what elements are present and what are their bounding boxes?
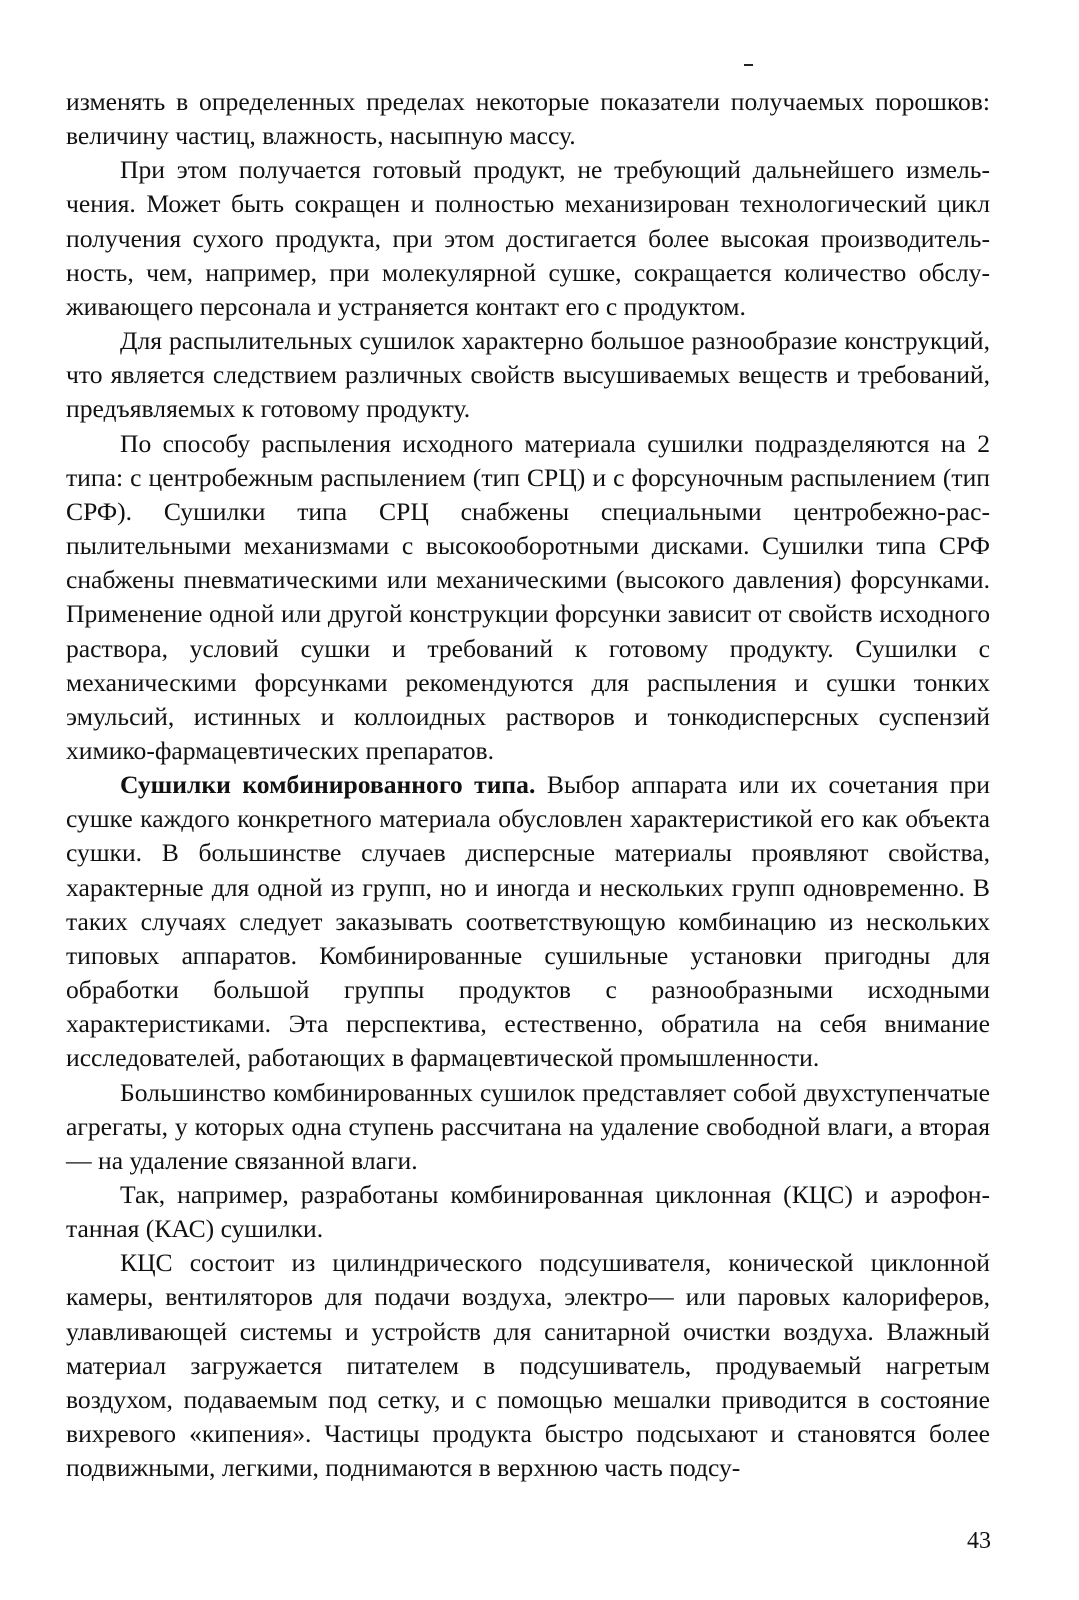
paragraph [66,153,990,324]
paragraph-text: Для распылительных сушилок характерно большое разнообразие конструкций, что является следствием различных свойств высушиваемых веществ и требований, предъявляемых к готовому продукту. [66,326,990,424]
section-run-in-heading: Сушилки комбинированного типа. [120,770,536,800]
body-text [66,85,990,1485]
paragraph [66,1178,990,1246]
paragraph-text: При этом получается готовый продукт, не требующий дальнейшего измельчения. Может быть сокращен и полностью механизирован технологический цикл получения сухого продукта, при этом достигается более высокая производительность, чем, например, при молекулярной сушке, сокращается количество обслуживающего персонала и устраняется контакт его с продуктом. [66,155,990,321]
paragraph [66,768,990,1075]
paragraph [66,1246,990,1485]
paragraph [66,85,990,153]
paragraph [66,427,990,769]
paragraph-text: По способу распыления исходного материала сушилки подразделяются на 2 типа: с центробежным распылением (тип СРЦ) и с форсуночным распылением (тип СРФ). Сушилки типа СРЦ снабжены специальными центробежно-распылительными механизмами с высокооборотными дисками. Сушилки типа СРФ снабжены пневматическими или механическими (высокого давления) форсунками. Применение одной или другой конструкции форсунки зависит от свойств исходного раствора, условий сушки и требований к готовому продукту. Сушилки с механическими форсунками рекомендуются для распыления и сушки тонких эмульсий, истинных и коллоидных растворов и тонкодисперсных суспензий химико-фармацевтических препаратов. [66,428,990,765]
paragraph [66,324,990,426]
paragraph-text: изменять в определенных пределах некоторые показатели получаемых порошков: величину частиц, влажность, насыпную массу. [66,87,990,151]
paragraph-text: Большинство комбинированных сушилок представляет собой двухступенчатые агрегаты, у которых одна ступень рассчитана на удаление свободной влаги, а вторая — на удаление связанной влаги. [66,1077,990,1175]
paragraph [66,1076,990,1178]
scan-mark [744,64,753,66]
paragraph-text: КЦС состоит из цилиндрического подсушивателя, конической циклонной камеры, вентиляторов для подачи воздуха, электро— или паровых калориферов, улавливающей системы и устройств для санитарной очистки воздуха. Влажный материал загружается питателем в подсушиватель, продуваемый нагретым воздухом, подаваемым под сетку, и с помощью мешалки приводится в состояние вихревого «кипения». Частицы продукта быстро подсыхают и становятся более подвижными, легкими, поднимаются в верхнюю часть подсу- [66,1248,990,1483]
paragraph-text: Выбор аппарата или их сочетания при сушке каждого конкретного материала обусловлен характеристикой его как объекта сушки. В большинстве случаев дисперсные материалы проявляют свойства, характерные для одной из групп, но и иногда и нескольких групп одновременно. В таких случаях следует заказывать соответствующую комбинацию из нескольких типовых аппаратов. Комбинированные сушильные установки пригодны для обработки большой группы продуктов с разнообразными исходными характеристиками. Эта перспектива, естественно, обратила на себя внимание исследователей, работающих в фармацевтической промышленности. [66,770,990,1073]
paragraph-text: Так, например, разработаны комбинированная циклонная (КЦС) и аэрофонтанная (КАС) сушилки. [66,1180,990,1244]
page-number: 43 [967,1528,991,1554]
